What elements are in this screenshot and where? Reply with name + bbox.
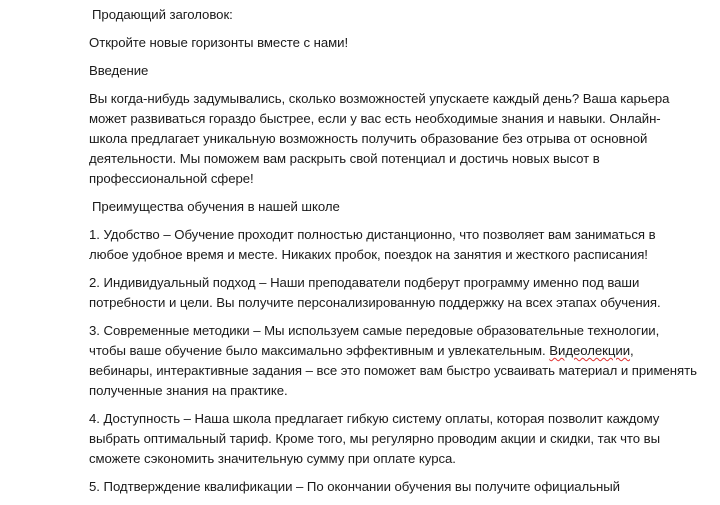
benefit-line: сможете сэкономить значительную сумму при оплате курса. xyxy=(89,451,456,466)
benefit-line xyxy=(89,341,689,361)
intro-paragraph xyxy=(89,89,689,189)
benefit-line: 1. Удобство – Обучение проходит полностью дистанционно, что позволяет вам заниматься в xyxy=(89,227,656,242)
headline: Откройте новые горизонты вместе с нами! xyxy=(89,35,349,50)
benefit-line: выбрать оптимальный тариф. Кроме того, мы регулярно проводим акции и скидки, так что вы xyxy=(89,431,661,446)
benefit-line: полученные знания на практике. xyxy=(89,383,288,398)
document-body[interactable] xyxy=(89,5,697,505)
benefit-item-1 xyxy=(89,225,689,265)
intro-line: деятельности. Мы поможем вам раскрыть свой потенциал и достичь новых высот в xyxy=(89,151,600,166)
benefit-line: любое удобное время и месте. Никаких пробок, поездок на занятия и жесткого расписания! xyxy=(89,247,648,262)
selling-heading-label: Продающий заголовок: xyxy=(92,7,233,22)
intro-heading: Введение xyxy=(89,63,149,78)
intro-line: школа предлагает уникальную возможность получить образование без отрыва от основной xyxy=(89,131,648,146)
benefit-item-2 xyxy=(89,273,689,313)
spellcheck-flagged-word[interactable]: Видеолекции xyxy=(549,343,631,358)
benefit-line: 2. Индивидуальный подход – Наши преподаватели подберут программу именно под ваши xyxy=(89,275,640,290)
benefit-line: вебинары, интерактивные задания – все это поможет вам быстро усваивать материал и применять xyxy=(89,363,697,378)
benefit-item-3 xyxy=(89,321,697,401)
intro-line: Вы когда-нибудь задумывались, сколько возможностей упускаете каждый день? Ваша карьера xyxy=(89,91,670,106)
benefits-heading: Преимущества обучения в нашей школе xyxy=(92,199,340,214)
benefit-item-4 xyxy=(89,409,689,469)
punctuation: , xyxy=(630,343,634,358)
benefit-item-5 xyxy=(89,477,689,497)
intro-line: профессиональной сфере! xyxy=(89,171,254,186)
benefit-line: 4. Доступность – Наша школа предлагает гибкую систему оплаты, которая позволит каждому xyxy=(89,411,660,426)
benefit-line: 5. Подтверждение квалификации – По окончании обучения вы получите официальный xyxy=(89,479,621,494)
benefit-text: чтобы ваше обучение было максимально эффективным и увлекательным. xyxy=(89,343,550,358)
intro-line: может развиваться гораздо быстрее, если у вас есть необходимые знания и навыки. Онлайн- xyxy=(89,111,661,126)
benefit-line: потребности и цели. Вы получите персонализированную поддержку на всех этапах обучения. xyxy=(89,295,661,310)
benefit-line: 3. Современные методики – Мы используем самые передовые образовательные технологии, xyxy=(89,323,660,338)
